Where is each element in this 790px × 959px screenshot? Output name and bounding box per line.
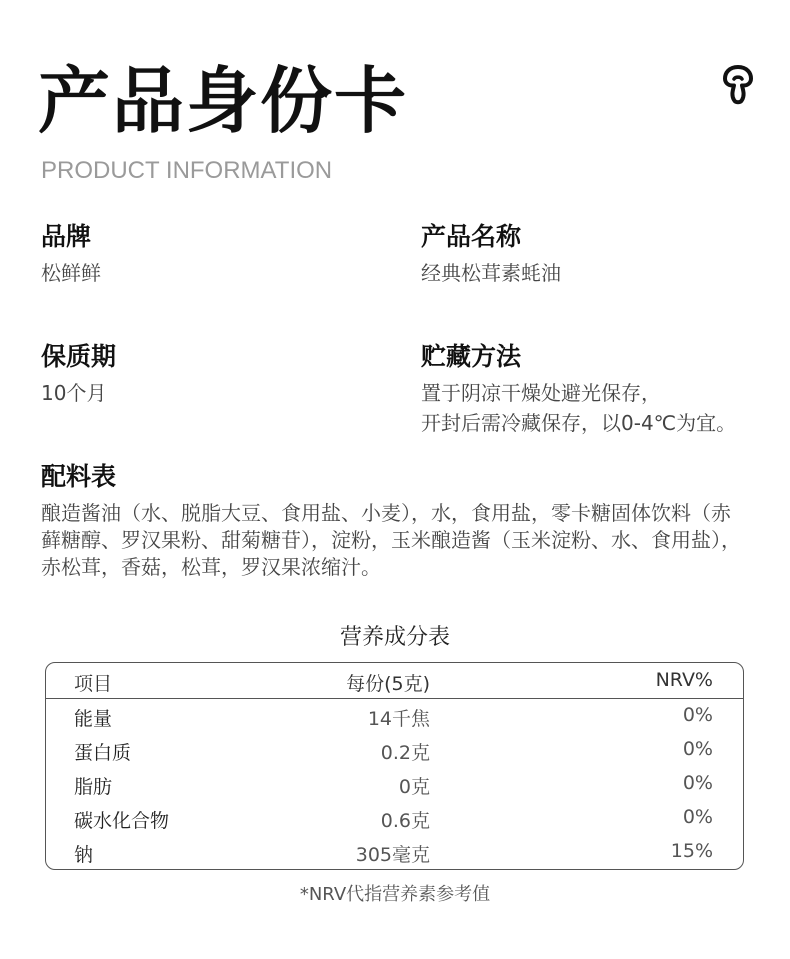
shelf-life-label: 保质期 xyxy=(41,342,117,371)
row-nrv: 0% xyxy=(682,704,713,726)
row-nrv: 0% xyxy=(682,738,713,760)
header-item: 项目 xyxy=(74,673,113,695)
row-amount: 0.2克 xyxy=(380,742,430,764)
row-item: 能量 xyxy=(74,708,113,730)
shelf-life-field xyxy=(41,340,116,408)
shelf-life-value: 10个月 xyxy=(41,381,107,405)
table-row xyxy=(46,768,743,802)
brand-field xyxy=(41,220,101,288)
storage-field xyxy=(421,340,736,438)
row-nrv: 15% xyxy=(670,840,713,862)
page-title: 产品身份卡 xyxy=(38,59,409,143)
page-subtitle: PRODUCT INFORMATION xyxy=(41,157,333,184)
brand-label: 品牌 xyxy=(41,222,92,251)
storage-value: 置于阴凉干燥处避光保存， 开封后需冷藏保存，以0-4℃为宜。 xyxy=(421,381,737,435)
row-nrv: 0% xyxy=(682,772,713,794)
mushroom-logo-icon xyxy=(722,64,754,106)
storage-label: 贮藏方法 xyxy=(421,342,522,371)
ingredients-field xyxy=(41,460,741,581)
product-name-label: 产品名称 xyxy=(421,222,522,251)
row-amount: 305毫克 xyxy=(355,844,430,866)
nutrition-table xyxy=(45,662,744,870)
row-item: 蛋白质 xyxy=(74,742,132,764)
header-nrv: NRV% xyxy=(655,669,713,691)
nrv-footnote: *NRV代指营养素参考值 xyxy=(299,884,491,905)
table-row xyxy=(46,734,743,768)
row-amount: 14千焦 xyxy=(367,708,430,730)
table-row xyxy=(46,836,743,870)
brand-value: 松鲜鲜 xyxy=(41,261,101,285)
row-item: 钠 xyxy=(74,844,94,866)
nutrition-title: 营养成分表 xyxy=(339,625,450,650)
nutrition-header-row xyxy=(46,663,743,699)
table-row xyxy=(46,700,743,734)
row-item: 碳水化合物 xyxy=(74,810,170,832)
row-nrv: 0% xyxy=(682,806,713,828)
row-amount: 0.6克 xyxy=(380,810,430,832)
ingredients-label: 配料表 xyxy=(41,462,117,491)
header-amount: 每份(5克) xyxy=(346,673,430,695)
product-name-field xyxy=(421,220,561,288)
product-name-value: 经典松茸素蚝油 xyxy=(421,261,561,285)
row-item: 脂肪 xyxy=(74,776,113,798)
ingredients-value: 酿造酱油（水、脱脂大豆、食用盐、小麦），水，食用盐，零卡糖固体饮料（赤藓糖醇、罗汉果粉、甜菊糖苷），淀粉，玉米酿造酱（玉米淀粉、水、食用盐），赤松茸，香菇，松茸，罗汉果浓缩汁。 xyxy=(41,501,741,579)
table-row xyxy=(46,802,743,836)
row-amount: 0克 xyxy=(398,776,430,798)
